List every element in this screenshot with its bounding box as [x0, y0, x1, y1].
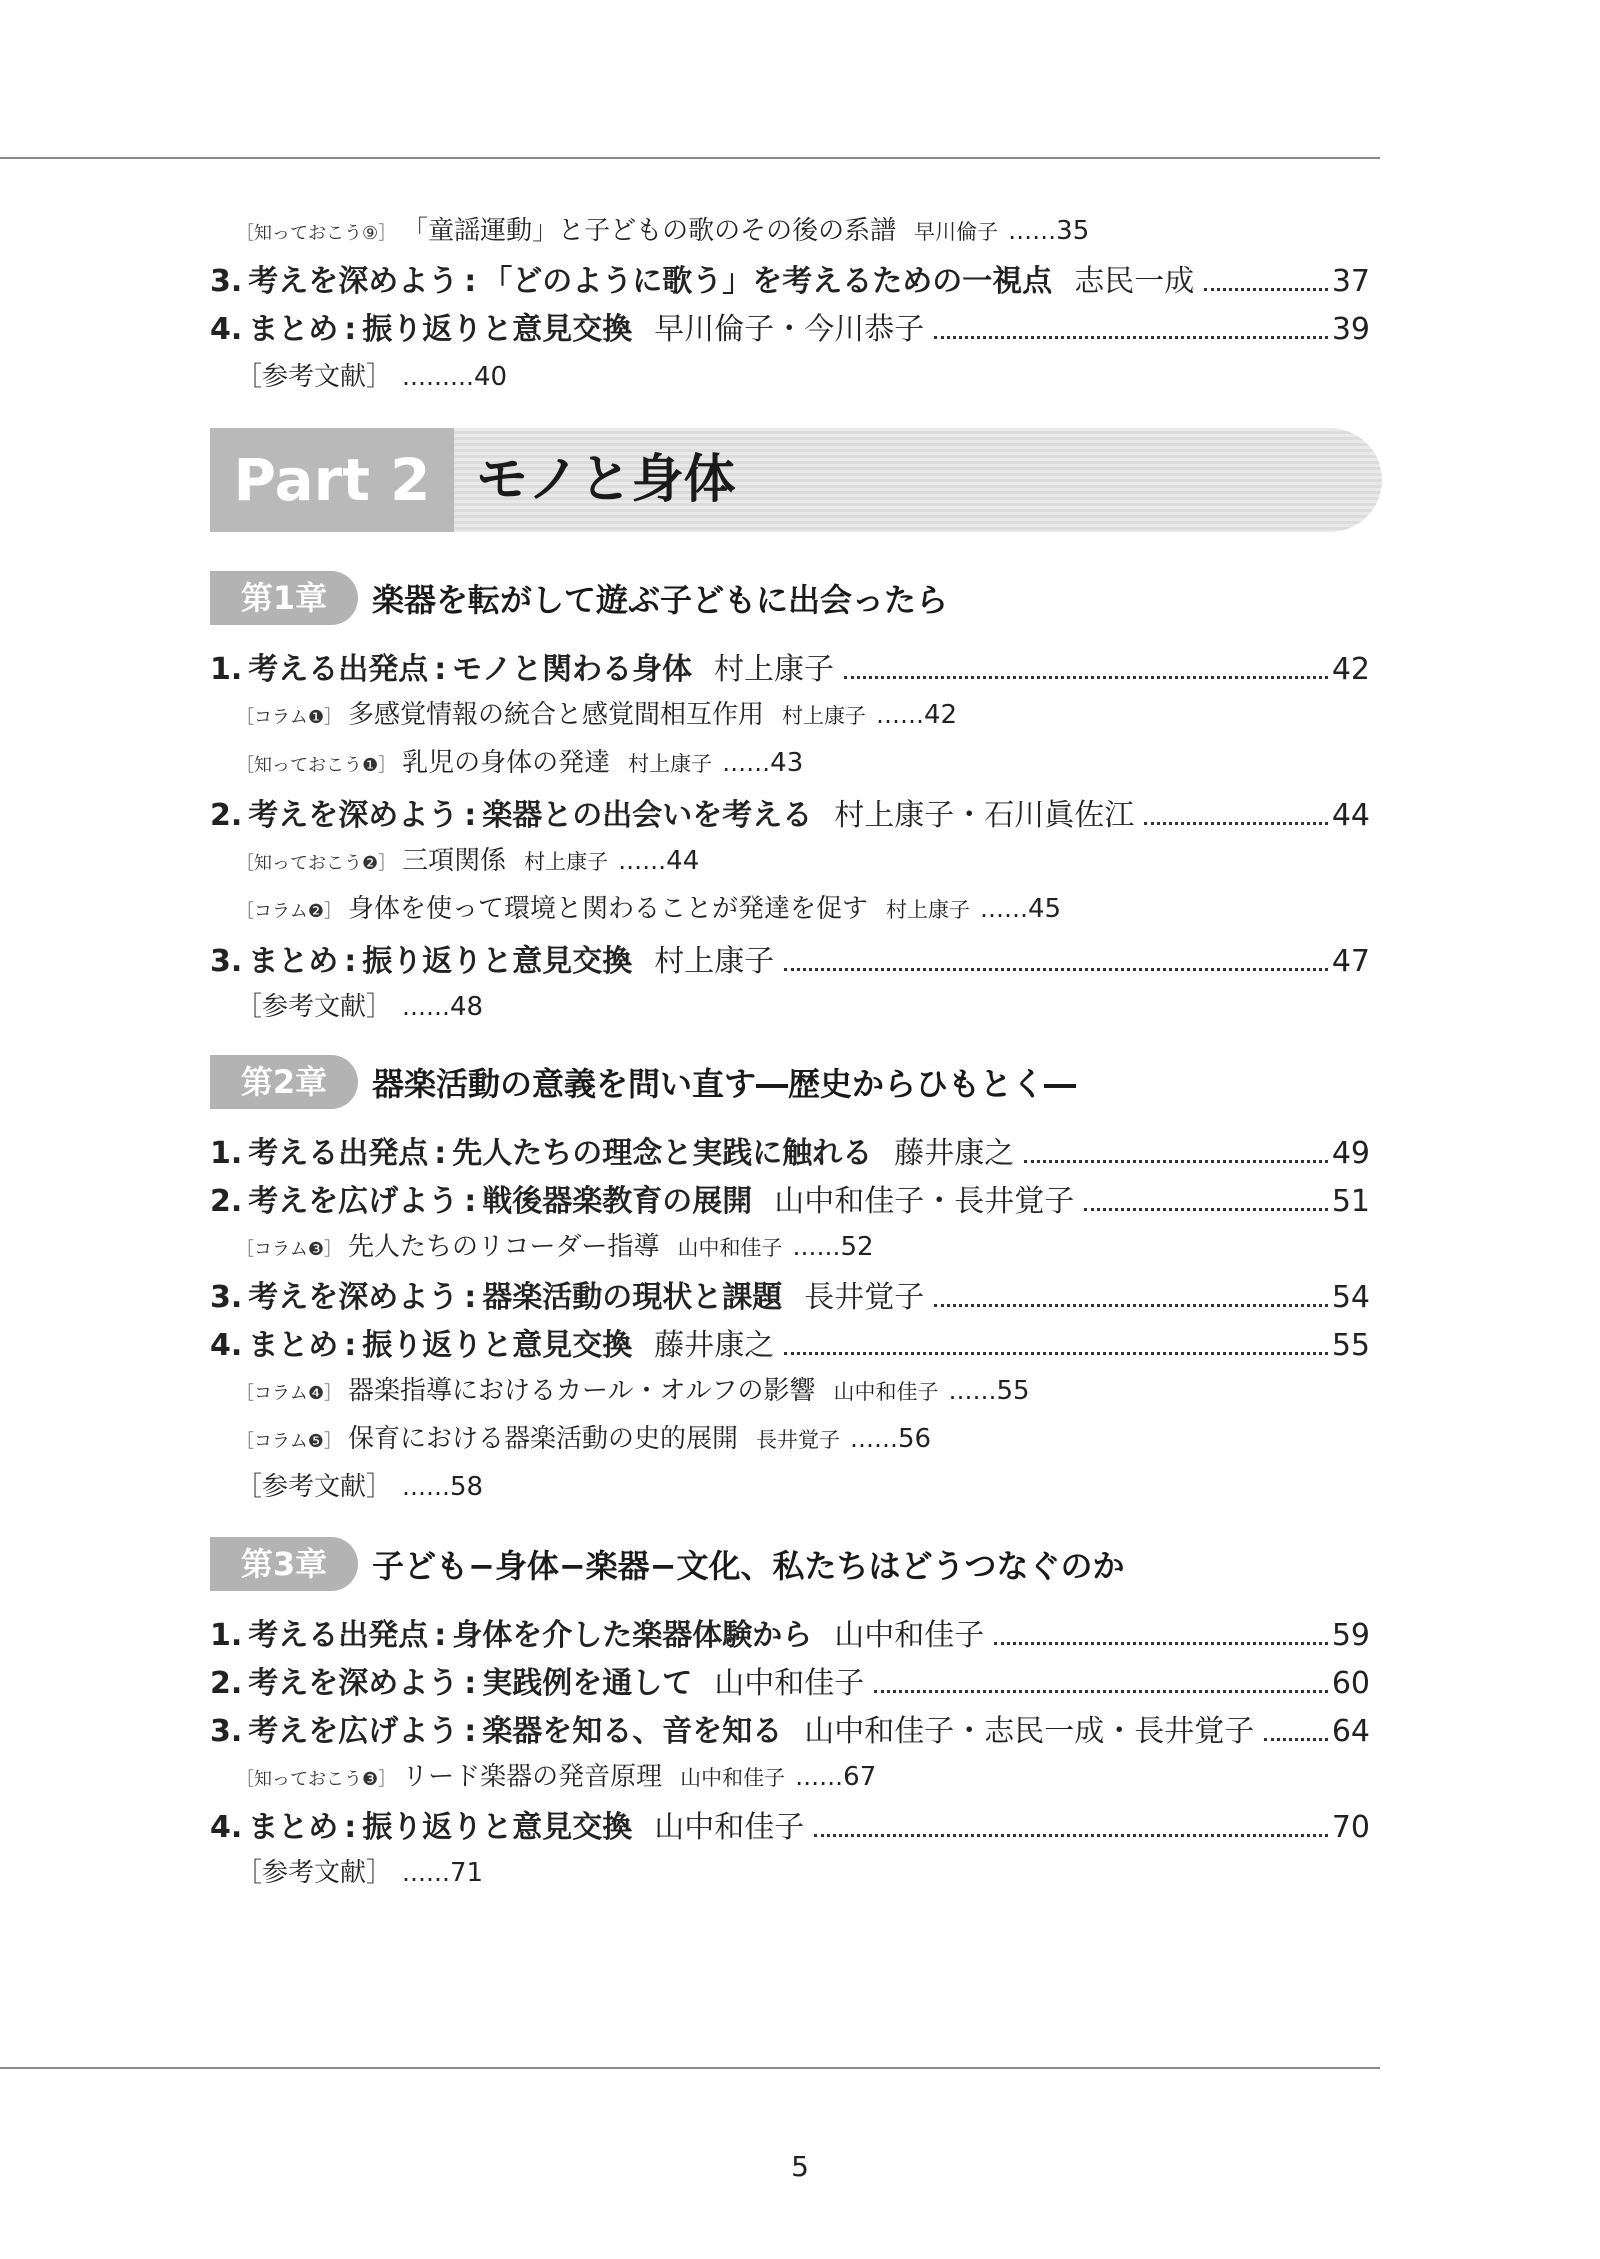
- dot-leader: [874, 1690, 1328, 1693]
- references-entry[interactable]: [236, 1852, 1396, 1890]
- item-number: 3.: [210, 944, 243, 979]
- dot-leader: [1264, 1738, 1328, 1741]
- item-number: 4.: [210, 1810, 243, 1845]
- dot-leader: [844, 676, 1328, 679]
- chapter-pill: 第2章: [210, 1055, 358, 1109]
- item-title: 戦後器楽教育の展開: [482, 1184, 753, 1219]
- item-kind: 考えを深めよう: [248, 264, 459, 299]
- entry-dots: ……: [792, 1233, 841, 1261]
- item-page: 37: [1331, 264, 1370, 299]
- item-title: 楽器との出会いを考える: [482, 798, 813, 833]
- entry-dots: ……: [875, 701, 924, 729]
- item-title: 身体を介した楽器体験から: [452, 1618, 813, 1653]
- item-number: 2.: [210, 1184, 243, 1219]
- know-tag: ［知っておこう❷］: [236, 853, 397, 874]
- toc-know-2[interactable]: [236, 840, 1370, 878]
- item-kind: まとめ: [248, 944, 339, 979]
- column-tag: ［コラム❶］: [236, 707, 342, 728]
- item-page: 55: [1331, 1328, 1370, 1363]
- chapter-pill: 第1章: [210, 571, 358, 625]
- item-number: 1.: [210, 1618, 243, 1653]
- entry-dots: ……: [618, 847, 667, 875]
- entry-dots: ……: [979, 895, 1028, 923]
- toc-column-3[interactable]: [236, 1226, 1370, 1264]
- dot-leader: [934, 1304, 1328, 1307]
- entry-page: 67: [843, 1762, 877, 1792]
- item-kind: まとめ: [248, 312, 339, 347]
- item-author: 村上康子・石川眞佐江: [834, 798, 1135, 833]
- entry-author: 村上康子: [628, 752, 713, 776]
- entry-page: 58: [450, 1472, 484, 1502]
- toc-item[interactable]: 3. まとめ : 振り返りと意見交換 村上康子 47: [210, 936, 1370, 980]
- entry-text: 「童謡運動」と子どもの歌のその後の系譜: [402, 216, 897, 246]
- entry-author: 村上康子: [524, 850, 609, 874]
- entry-author: 村上康子: [885, 898, 970, 922]
- toc-column-2[interactable]: [236, 888, 1370, 926]
- entry-author: 山中和佳子: [833, 1380, 939, 1404]
- item-page: 70: [1331, 1810, 1370, 1845]
- item-page: 60: [1331, 1666, 1370, 1701]
- item-page: 42: [1331, 652, 1370, 687]
- dot-leader: [1084, 1208, 1328, 1211]
- item-page: 49: [1331, 1136, 1370, 1171]
- chapter-title: 楽器を転がして遊ぶ子どもに出会ったら: [372, 581, 949, 619]
- ref-label: ［参考文献］: [236, 362, 393, 392]
- know-tag: ［知っておこう⑨］: [236, 223, 397, 244]
- entry-text: 保育における器楽活動の史的展開: [347, 1424, 738, 1454]
- item-title: 振り返りと意見交換: [362, 312, 633, 347]
- entry-dots: ……: [402, 993, 451, 1021]
- item-number: 3.: [210, 1714, 243, 1749]
- entry-page: 35: [1056, 216, 1090, 246]
- item-kind: 考えを深めよう: [248, 798, 459, 833]
- entry-dots: ……: [948, 1377, 997, 1405]
- chapter-pill: 第3章: [210, 1537, 358, 1591]
- item-title: 楽器を知る、音を知る: [482, 1714, 783, 1749]
- item-kind: 考えを広げよう: [248, 1184, 459, 1219]
- entry-page: 44: [666, 846, 700, 876]
- entry-text: 多感覚情報の統合と感覚間相互作用: [347, 700, 764, 730]
- ref-label: ［参考文献］: [236, 1472, 393, 1502]
- entry-author: 早川倫子: [914, 220, 999, 244]
- know-tag: ［知っておこう❶］: [236, 755, 397, 776]
- item-number: 4.: [210, 1328, 243, 1363]
- ref-label: ［参考文献］: [236, 1858, 393, 1888]
- toc-know-3[interactable]: [236, 1756, 1370, 1794]
- toc-item-4[interactable]: 4. まとめ : 振り返りと意見交換 早川倫子・今川恭子 39: [210, 304, 1370, 348]
- entry-dots: ……: [402, 1859, 451, 1887]
- toc-item[interactable]: 2. 考えを広げよう : 戦後器楽教育の展開 山中和佳子・長井覚子 51: [210, 1176, 1370, 1220]
- toc-item[interactable]: 4. まとめ : 振り返りと意見交換 藤井康之 55: [210, 1320, 1370, 1364]
- entry-text: 器楽指導におけるカール・オルフの影響: [347, 1376, 816, 1406]
- item-author: 山中和佳子: [654, 1810, 805, 1845]
- entry-page: 40: [474, 362, 508, 392]
- column-tag: ［コラム❹］: [236, 1383, 342, 1404]
- item-kind: まとめ: [248, 1810, 339, 1845]
- entry-page: 71: [450, 1858, 484, 1888]
- item-title: 先人たちの理念と実践に触れる: [452, 1136, 873, 1171]
- item-author: 藤井康之: [894, 1136, 1015, 1171]
- toc-column-1[interactable]: [236, 694, 1370, 732]
- item-number: 1.: [210, 1136, 243, 1171]
- item-kind: 考えを広げよう: [248, 1714, 459, 1749]
- item-author: 村上康子: [713, 652, 834, 687]
- item-number: 2.: [210, 1666, 243, 1701]
- entry-text: 乳児の身体の発達: [402, 748, 611, 778]
- entry-page: 52: [840, 1232, 874, 1262]
- toc-item[interactable]: 1. 考える出発点 : モノと関わる身体 村上康子 42: [210, 644, 1370, 688]
- item-page: 47: [1331, 944, 1370, 979]
- dot-leader: [784, 1352, 1328, 1355]
- references-entry[interactable]: [236, 356, 1396, 394]
- toc-item[interactable]: 2. 考えを深めよう : 実践例を通して 山中和佳子 60: [210, 1658, 1370, 1702]
- chapter-3-heading[interactable]: [210, 1536, 1124, 1592]
- column-tag: ［コラム❸］: [236, 1239, 342, 1260]
- toc-item[interactable]: 1. 考える出発点 : 先人たちの理念と実践に触れる 藤井康之 49: [210, 1128, 1370, 1172]
- know-tag: ［知っておこう❸］: [236, 1769, 397, 1790]
- item-title: 「どのように歌う」を考えるための一視点: [482, 264, 1053, 299]
- entry-author: 長井覚子: [755, 1428, 840, 1452]
- entry-text: 三項関係: [402, 846, 507, 876]
- item-page: 64: [1331, 1714, 1370, 1749]
- entry-dots: ……: [722, 749, 771, 777]
- item-kind: 考える出発点: [248, 652, 429, 687]
- toc-item-3[interactable]: 3. 考えを深めよう : 「どのように歌う」を考えるための一視点 志民一成 37: [210, 256, 1370, 300]
- item-number: 1.: [210, 652, 243, 687]
- references-entry[interactable]: [236, 986, 1396, 1024]
- item-author: 早川倫子・今川恭子: [654, 312, 925, 347]
- entry-page: 55: [996, 1376, 1030, 1406]
- entry-dots: ……: [402, 1473, 451, 1501]
- item-page: 39: [1331, 312, 1370, 347]
- item-author: 志民一成: [1074, 264, 1195, 299]
- item-title: 実践例を通して: [482, 1666, 693, 1701]
- dot-leader: [1204, 288, 1328, 291]
- item-kind: 考える出発点: [248, 1618, 429, 1653]
- entry-dots: ……: [849, 1425, 898, 1453]
- entry-dots: ………: [402, 363, 475, 391]
- item-page: 44: [1331, 798, 1370, 833]
- item-kind: 考えを深めよう: [248, 1666, 459, 1701]
- toc-column-5[interactable]: [236, 1418, 1370, 1456]
- ref-label: ［参考文献］: [236, 992, 393, 1022]
- references-entry[interactable]: [236, 1466, 1396, 1504]
- chapter-1-heading[interactable]: [210, 570, 948, 626]
- chapter-2-heading[interactable]: [210, 1054, 1076, 1110]
- dot-leader: [994, 1642, 1328, 1645]
- entry-dots: ……: [1008, 217, 1057, 245]
- item-author: 山中和佳子: [834, 1618, 985, 1653]
- toc-column-4[interactable]: [236, 1370, 1370, 1408]
- item-number: 3.: [210, 264, 243, 299]
- column-tag: ［コラム❺］: [236, 1431, 342, 1452]
- entry-page: 43: [770, 748, 804, 778]
- item-author: 村上康子: [654, 944, 775, 979]
- dot-leader: [784, 968, 1328, 971]
- item-title: 振り返りと意見交換: [362, 1328, 633, 1363]
- item-title: 器楽活動の現状と課題: [482, 1280, 783, 1315]
- item-number: 3.: [210, 1280, 243, 1315]
- dot-leader: [814, 1834, 1328, 1837]
- column-tag: ［コラム❷］: [236, 901, 342, 922]
- entry-page: 45: [1027, 894, 1062, 924]
- item-page: 51: [1331, 1184, 1370, 1219]
- item-title: モノと関わる身体: [452, 652, 692, 687]
- item-kind: 考える出発点: [248, 1136, 429, 1171]
- item-kind: 考えを深めよう: [248, 1280, 459, 1315]
- item-author: 山中和佳子・志民一成・長井覚子: [804, 1714, 1255, 1749]
- dot-leader: [1144, 822, 1328, 825]
- item-page: 59: [1331, 1618, 1370, 1653]
- entry-page: 56: [897, 1424, 932, 1454]
- toc-item[interactable]: 3. 考えを深めよう : 器楽活動の現状と課題 長井覚子 54: [210, 1272, 1370, 1316]
- page-number: 5: [791, 2150, 809, 2183]
- toc-item[interactable]: 3. 考えを広げよう : 楽器を知る、音を知る 山中和佳子・志民一成・長井覚子 64: [210, 1706, 1370, 1750]
- entry-page: 48: [450, 992, 484, 1022]
- item-number: 4.: [210, 312, 243, 347]
- item-author: 山中和佳子: [714, 1666, 865, 1701]
- toc-item[interactable]: 1. 考える出発点 : 身体を介した楽器体験から 山中和佳子 59: [210, 1610, 1370, 1654]
- part-label: Part 2: [210, 428, 454, 532]
- dot-leader: [1024, 1160, 1328, 1163]
- entry-dots: ……: [795, 1763, 844, 1791]
- chapter-title: 子ども−身体−楽器−文化、私たちはどうつなぐのか: [372, 1547, 1125, 1585]
- entry-text: 身体を使って環境と関わることが発達を促す: [347, 894, 868, 924]
- item-number: 2.: [210, 798, 243, 833]
- item-author: 長井覚子: [804, 1280, 925, 1315]
- item-title: 振り返りと意見交換: [362, 1810, 633, 1845]
- chapter-title: 器楽活動の意義を問い直す―歴史からひもとく―: [372, 1065, 1077, 1103]
- toc-know-1[interactable]: [236, 742, 1370, 780]
- entry-page: 42: [923, 700, 958, 730]
- toc-know-9[interactable]: [236, 210, 1370, 248]
- toc-item[interactable]: 2. 考えを深めよう : 楽器との出会いを考える 村上康子・石川眞佐江 44: [210, 790, 1370, 834]
- item-page: 54: [1331, 1280, 1370, 1315]
- entry-text: 先人たちのリコーダー指導: [347, 1232, 660, 1262]
- entry-author: 山中和佳子: [677, 1236, 783, 1260]
- part-title: モノと身体: [476, 450, 736, 510]
- entry-author: 村上康子: [781, 704, 866, 728]
- item-title: 振り返りと意見交換: [362, 944, 633, 979]
- item-author: 山中和佳子・長井覚子: [774, 1184, 1075, 1219]
- toc-item[interactable]: 4. まとめ : 振り返りと意見交換 山中和佳子 70: [210, 1802, 1370, 1846]
- item-kind: まとめ: [248, 1328, 339, 1363]
- bottom-rule: [0, 2067, 1380, 2069]
- entry-author: 山中和佳子: [680, 1766, 786, 1790]
- top-rule: [0, 157, 1380, 159]
- entry-text: リード楽器の発音原理: [402, 1762, 663, 1792]
- dot-leader: [934, 336, 1328, 339]
- item-author: 藤井康之: [654, 1328, 775, 1363]
